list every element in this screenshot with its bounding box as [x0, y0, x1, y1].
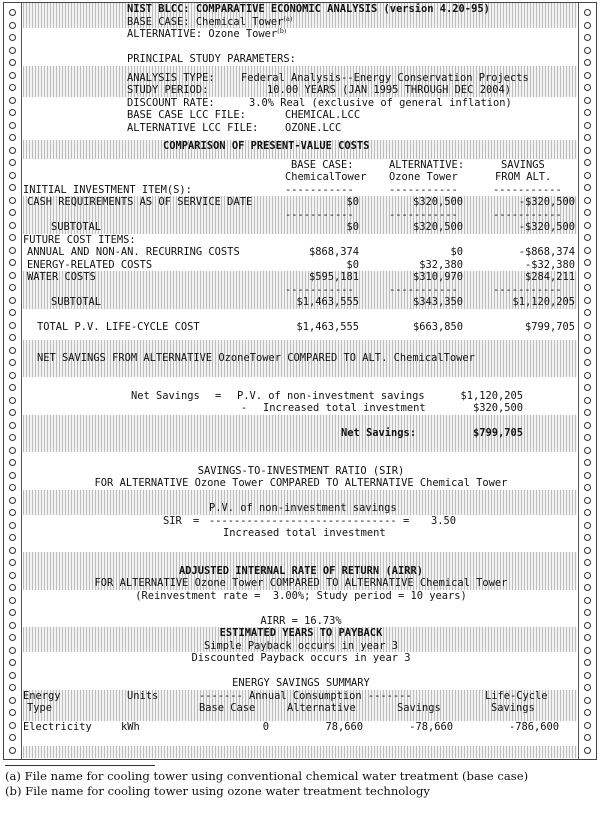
energy-col-annual: ------- Annual Consumption ------- — [199, 689, 412, 702]
net-savings-heading: NET SAVINGS FROM ALTERNATIVE OzoneTower COMPARED TO ALT. ChemicalTower — [37, 352, 475, 364]
tractor-hole — [9, 459, 16, 466]
payback-heading: ESTIMATED YEARS TO PAYBACK — [219, 627, 383, 639]
tractor-hole — [584, 472, 591, 479]
tractor-hole — [584, 297, 591, 304]
future-heading-line — [23, 234, 577, 247]
water-base: $595,181 — [308, 271, 359, 283]
payback-simple-line — [23, 640, 577, 653]
subtotal-2-row — [23, 296, 577, 309]
tractor-hole — [9, 534, 16, 541]
rule: ----------- — [493, 283, 562, 296]
payback-discounted-line — [23, 652, 577, 665]
tractor-hole — [584, 372, 591, 379]
left-tractor-margin — [4, 3, 22, 759]
alternative-line — [23, 28, 577, 41]
energy-summary-heading: ENERGY SAVINGS SUMMARY — [232, 677, 370, 689]
alt-lcc-line — [23, 122, 577, 135]
discount-rate-value: 3.0% Real (exclusive of general inflation) — [249, 96, 512, 109]
energy-col-type: Type — [27, 702, 53, 714]
tractor-hole — [584, 184, 591, 191]
footnotes — [5, 765, 595, 799]
tractor-hole — [584, 334, 591, 341]
tractor-hole — [9, 34, 16, 41]
airr-params-line — [23, 590, 577, 603]
rule: ----------- — [285, 208, 354, 221]
tractor-hole — [9, 384, 16, 391]
airr-params: (Reinvestment rate = 3.00%; Study period = 10 years) — [135, 589, 467, 602]
subtotal-2-alt: $343,350 — [412, 296, 463, 308]
initial-heading: INITIAL INVESTMENT ITEM(S): — [23, 183, 192, 196]
tractor-hole — [584, 172, 591, 179]
footnote-ref-a: (a) — [283, 14, 293, 23]
tractor-hole — [584, 234, 591, 241]
energy-col-energy: Energy — [23, 689, 61, 702]
tractor-hole — [9, 97, 16, 104]
net-savings-heading-line — [23, 352, 577, 365]
net-savings-line2-value: $320,500 — [472, 402, 523, 414]
sir-eq-2: = — [403, 514, 410, 527]
energy-row-alt: 78,660 — [325, 720, 363, 733]
subtotal-1-base: $0 — [346, 221, 359, 233]
subtotal-2-base: $1,463,555 — [296, 296, 359, 308]
tractor-hole — [9, 372, 16, 379]
net-savings-minus: - — [241, 402, 248, 414]
tractor-hole — [584, 634, 591, 641]
analysis-type-value: Federal Analysis--Energy Conservation Projects — [241, 71, 529, 84]
base-case-label: BASE CASE: — [127, 15, 190, 28]
tractor-hole — [584, 272, 591, 279]
airr-result: AIRR = 16.73% — [260, 614, 342, 627]
initial-heading-line — [23, 184, 577, 197]
pv-colhead-1 — [23, 159, 577, 172]
water-label: WATER COSTS — [27, 271, 96, 283]
net-savings-label: Net Savings — [131, 389, 200, 402]
tractor-hole — [584, 609, 591, 616]
tractor-hole — [9, 697, 16, 704]
right-tractor-margin — [578, 3, 596, 759]
tractor-hole — [9, 109, 16, 116]
tractor-hole — [584, 84, 591, 91]
tractor-hole — [9, 622, 16, 629]
tractor-hole — [9, 247, 16, 254]
tractor-hole — [9, 197, 16, 204]
tractor-hole — [584, 34, 591, 41]
subtotal-1-sav: -$320,500 — [518, 221, 575, 233]
alternative-label: ALTERNATIVE: — [127, 28, 203, 40]
tractor-hole — [584, 722, 591, 729]
tractor-hole — [584, 309, 591, 316]
energy-row-type: Electricity — [23, 720, 92, 733]
energy-col-lc2: Savings — [491, 702, 535, 714]
payback-simple: Simple Payback occurs in year 3 — [204, 639, 398, 652]
total-base: $1,463,555 — [296, 321, 359, 333]
tractor-hole — [9, 72, 16, 79]
tractor-hole — [584, 747, 591, 754]
sir-label: SIR — [163, 514, 182, 527]
total-sav: $799,705 — [524, 321, 575, 333]
annual-base: $868,374 — [308, 246, 359, 258]
energy-summary-colhead-1 — [23, 690, 577, 703]
tractor-hole — [584, 9, 591, 16]
discount-rate-line — [23, 97, 577, 110]
energy-label: ENERGY-RELATED COSTS — [27, 258, 153, 271]
tractor-hole — [584, 59, 591, 66]
sir-numerator-line — [23, 502, 577, 515]
tractor-hole — [9, 234, 16, 241]
tractor-hole — [9, 122, 16, 129]
cash-req-alt: $320,500 — [412, 196, 463, 208]
study-period-label: STUDY PERIOD: — [127, 84, 209, 96]
study-period-value: 10.00 YEARS (JAN 1995 THROUGH DEC 2004) — [267, 84, 511, 96]
sir-value: 3.50 — [431, 514, 457, 527]
pv-heading: COMPARISON OF PRESENT-VALUE COSTS — [163, 140, 370, 152]
col-alt-subheading: Ozone Tower — [389, 171, 458, 183]
col-base-subheading: ChemicalTower — [285, 171, 367, 183]
tractor-hole — [9, 159, 16, 166]
tractor-hole — [9, 284, 16, 291]
tractor-hole — [9, 334, 16, 341]
tractor-hole — [9, 422, 16, 429]
tractor-hole — [9, 447, 16, 454]
tractor-hole — [9, 272, 16, 279]
tractor-hole — [9, 434, 16, 441]
energy-row-base: 0 — [262, 720, 269, 733]
blcc-report — [23, 3, 577, 759]
tractor-hole — [584, 247, 591, 254]
tractor-hole — [9, 659, 16, 666]
tractor-hole — [9, 634, 16, 641]
airr-heading-line — [23, 565, 577, 578]
tractor-hole — [9, 172, 16, 179]
payback-discounted: Discounted Payback occurs in year 3 — [191, 652, 411, 664]
tractor-hole — [584, 72, 591, 79]
tractor-hole — [9, 584, 16, 591]
analysis-type-label: ANALYSIS TYPE: — [127, 71, 215, 84]
cash-req-base: $0 — [346, 196, 359, 208]
base-case-value: Chemical Tower — [195, 15, 284, 28]
tractor-hole — [584, 622, 591, 629]
cash-req-label: CASH REQUIREMENTS AS OF SERVICE DATE — [27, 196, 253, 208]
tractor-hole — [584, 522, 591, 529]
alt-lcc-label: ALTERNATIVE LCC FILE: — [127, 121, 259, 134]
subtotal-rule-1 — [23, 209, 577, 222]
footnote-ref-b: (b) — [277, 27, 287, 35]
rule: ----------- — [285, 283, 354, 296]
energy-col-lc1: Life-Cycle — [485, 689, 548, 702]
tractor-hole — [9, 222, 16, 229]
alternative-text — [127, 28, 286, 41]
alt-lcc-file: OZONE.LCC — [285, 121, 342, 134]
tractor-hole — [9, 209, 16, 216]
tractor-hole — [584, 547, 591, 554]
tractor-hole — [584, 572, 591, 579]
energy-col-alt: Alternative — [287, 702, 356, 714]
parameters-heading: PRINCIPAL STUDY PARAMETERS: — [127, 53, 296, 65]
tractor-hole — [9, 497, 16, 504]
sir-denominator: Increased total investment — [223, 527, 386, 539]
airr-subheading: FOR ALTERNATIVE Ozone Tower COMPARED TO ALTERNATIVE Chemical Tower — [94, 577, 508, 589]
parameters-heading-line — [23, 53, 577, 66]
tractor-hole — [584, 397, 591, 404]
tractor-hole — [9, 609, 16, 616]
tractor-hole — [9, 672, 16, 679]
tractor-hole — [9, 47, 16, 54]
tractor-hole — [9, 522, 16, 529]
energy-col-units: Units — [127, 689, 159, 702]
energy-sav: -$32,380 — [524, 258, 575, 271]
tractor-hole — [584, 709, 591, 716]
payback-heading-line — [23, 627, 577, 640]
subtotal-1-row — [23, 221, 577, 234]
tractor-hole — [9, 184, 16, 191]
pv-colhead-2 — [23, 171, 577, 184]
cash-req-row — [23, 196, 577, 209]
tractor-hole — [584, 534, 591, 541]
tractor-hole — [9, 347, 16, 354]
tractor-hole — [584, 559, 591, 566]
base-lcc-line — [23, 109, 577, 122]
tractor-hole — [584, 147, 591, 154]
tractor-hole — [9, 747, 16, 754]
tractor-hole — [584, 509, 591, 516]
tractor-hole — [9, 647, 16, 654]
sir-heading: SAVINGS-TO-INVESTMENT RATIO (SIR) — [197, 464, 405, 477]
tractor-hole — [584, 422, 591, 429]
tractor-hole — [584, 647, 591, 654]
tractor-hole — [584, 497, 591, 504]
energy-row-units: kWh — [121, 720, 140, 733]
airr-subheading-line — [23, 577, 577, 590]
energy-alt: $32,380 — [419, 258, 463, 271]
tractor-hole — [9, 722, 16, 729]
airr-result-line — [23, 615, 577, 628]
energy-row-lc: -786,600 — [508, 720, 559, 733]
energy-summary-heading-line — [23, 677, 577, 690]
net-savings-line-2 — [23, 402, 577, 415]
tractor-hole — [9, 9, 16, 16]
sir-eq-1: = — [193, 514, 200, 527]
pv-heading-line — [23, 140, 577, 153]
subtotal-1-label: SUBTOTAL — [51, 221, 102, 233]
tractor-hole — [584, 684, 591, 691]
tractor-hole — [584, 134, 591, 141]
tractor-hole — [9, 547, 16, 554]
tractor-hole — [9, 84, 16, 91]
subtotal-1-alt: $320,500 — [412, 221, 463, 233]
alternative-value: Ozone Tower — [208, 28, 278, 40]
analysis-type-line — [23, 72, 577, 85]
tractor-hole — [584, 384, 591, 391]
tractor-hole — [584, 584, 591, 591]
airr-heading: ADJUSTED INTERNAL RATE OF RETURN (AIRR) — [179, 564, 423, 577]
tractor-hole — [9, 597, 16, 604]
tractor-hole — [584, 22, 591, 29]
subtotal-2-label: SUBTOTAL — [51, 296, 102, 308]
sir-numerator: P.V. of non-investment savings — [209, 502, 397, 514]
rule: ----------- — [389, 183, 458, 196]
sir-fraction-bar: ------------------------------ — [209, 514, 397, 527]
tractor-hole — [9, 734, 16, 741]
tractor-hole — [9, 472, 16, 479]
tractor-hole — [9, 322, 16, 329]
annual-alt: $0 — [450, 246, 463, 258]
total-label: TOTAL P.V. LIFE-CYCLE COST — [37, 321, 200, 333]
tractor-hole — [584, 209, 591, 216]
tractor-hole — [9, 59, 16, 66]
energy-base: $0 — [346, 258, 359, 271]
base-case-text — [127, 16, 292, 29]
sir-heading-line — [23, 465, 577, 478]
tractor-hole — [9, 397, 16, 404]
tractor-hole — [584, 347, 591, 354]
footnote-b: (b) File name for cooling tower using ozone water treatment technology — [5, 784, 430, 798]
tractor-hole — [9, 309, 16, 316]
discount-rate-label: DISCOUNT RATE: — [127, 96, 215, 109]
tractor-hole — [584, 322, 591, 329]
sir-denominator-line — [23, 527, 577, 540]
tractor-hole — [584, 734, 591, 741]
annual-label: ANNUAL AND NON-AN. RECURRING COSTS — [27, 246, 240, 258]
net-savings-line1-value: $1,120,205 — [460, 389, 523, 402]
rule: ----------- — [285, 183, 354, 196]
net-savings-line2-text: Increased total investment — [263, 402, 426, 414]
tractor-hole — [584, 359, 591, 366]
rule: ----------- — [493, 208, 562, 221]
tractor-hole — [584, 672, 591, 679]
tractor-hole — [9, 147, 16, 154]
tractor-hole — [584, 597, 591, 604]
base-lcc-label: BASE CASE LCC FILE: — [127, 109, 246, 121]
tractor-hole — [584, 459, 591, 466]
net-savings-result-line — [23, 427, 577, 440]
total-row — [23, 321, 577, 334]
tractor-hole — [584, 697, 591, 704]
base-case-line — [23, 16, 577, 29]
future-heading: FUTURE COST ITEMS: — [23, 233, 136, 246]
printout-page — [3, 2, 597, 760]
energy-row-sav: -78,660 — [409, 720, 453, 733]
subtotal-2-sav: $1,120,205 — [512, 296, 575, 308]
tractor-hole — [584, 109, 591, 116]
col-base-heading: BASE CASE: — [291, 158, 354, 171]
tractor-hole — [584, 259, 591, 266]
tractor-hole — [584, 434, 591, 441]
tractor-hole — [584, 197, 591, 204]
footnote-rule — [5, 765, 155, 766]
tractor-hole — [9, 297, 16, 304]
report-title: NIST BLCC: COMPARATIVE ECONOMIC ANALYSIS (version 4.20-95) — [127, 3, 490, 15]
study-period-line — [23, 84, 577, 97]
tractor-hole — [9, 484, 16, 491]
tractor-hole — [9, 22, 16, 29]
energy-row — [23, 259, 577, 272]
tractor-hole — [9, 409, 16, 416]
tractor-hole — [9, 709, 16, 716]
energy-col-sav: Savings — [397, 702, 441, 714]
rule: ----------- — [389, 283, 458, 296]
tractor-hole — [9, 259, 16, 266]
col-alt-heading: ALTERNATIVE: — [389, 158, 465, 171]
tractor-hole — [584, 47, 591, 54]
base-lcc-file: CHEMICAL.LCC — [285, 109, 361, 121]
net-savings-line1-text: P.V. of non-investment savings — [237, 389, 425, 402]
water-row — [23, 271, 577, 284]
subtotal-rule-2 — [23, 284, 577, 297]
tractor-hole — [584, 409, 591, 416]
tractor-hole — [584, 659, 591, 666]
footnote-a: (a) File name for cooling tower using conventional chemical water treatment (base case) — [5, 769, 529, 783]
col-sav-heading: SAVINGS — [501, 158, 545, 171]
tractor-hole — [9, 684, 16, 691]
annual-sav: -$868,374 — [518, 246, 575, 258]
report-title-line — [23, 3, 577, 16]
tractor-hole — [9, 559, 16, 566]
cash-req-sav: -$320,500 — [518, 196, 575, 208]
sir-fraction-line — [23, 515, 577, 528]
tractor-hole — [9, 134, 16, 141]
tractor-hole — [584, 222, 591, 229]
sir-subheading: FOR ALTERNATIVE Ozone Tower COMPARED TO ALTERNATIVE Chemical Tower — [94, 477, 508, 489]
col-sav-subheading: FROM ALT. — [495, 171, 552, 183]
energy-col-base: Base Case — [199, 702, 256, 714]
rule: ----------- — [389, 208, 458, 221]
tractor-hole — [584, 159, 591, 166]
net-savings-result-label: Net Savings: — [341, 427, 417, 439]
tractor-hole — [584, 447, 591, 454]
energy-summary-row — [23, 721, 577, 734]
net-savings-result-value: $799,705 — [472, 427, 523, 439]
tractor-hole — [9, 359, 16, 366]
net-savings-eq: = — [215, 389, 222, 402]
rule: ----------- — [493, 183, 562, 196]
tractor-hole — [584, 122, 591, 129]
water-alt: $310,970 — [412, 271, 463, 283]
sir-subheading-line — [23, 477, 577, 490]
annual-row — [23, 246, 577, 259]
energy-summary-colhead-2 — [23, 702, 577, 715]
tractor-hole — [584, 484, 591, 491]
water-sav: $284,211 — [524, 271, 575, 283]
total-alt: $663,850 — [412, 321, 463, 333]
net-savings-line-1 — [23, 390, 577, 403]
tractor-hole — [584, 97, 591, 104]
tractor-hole — [9, 572, 16, 579]
tractor-hole — [9, 509, 16, 516]
tractor-hole — [584, 284, 591, 291]
